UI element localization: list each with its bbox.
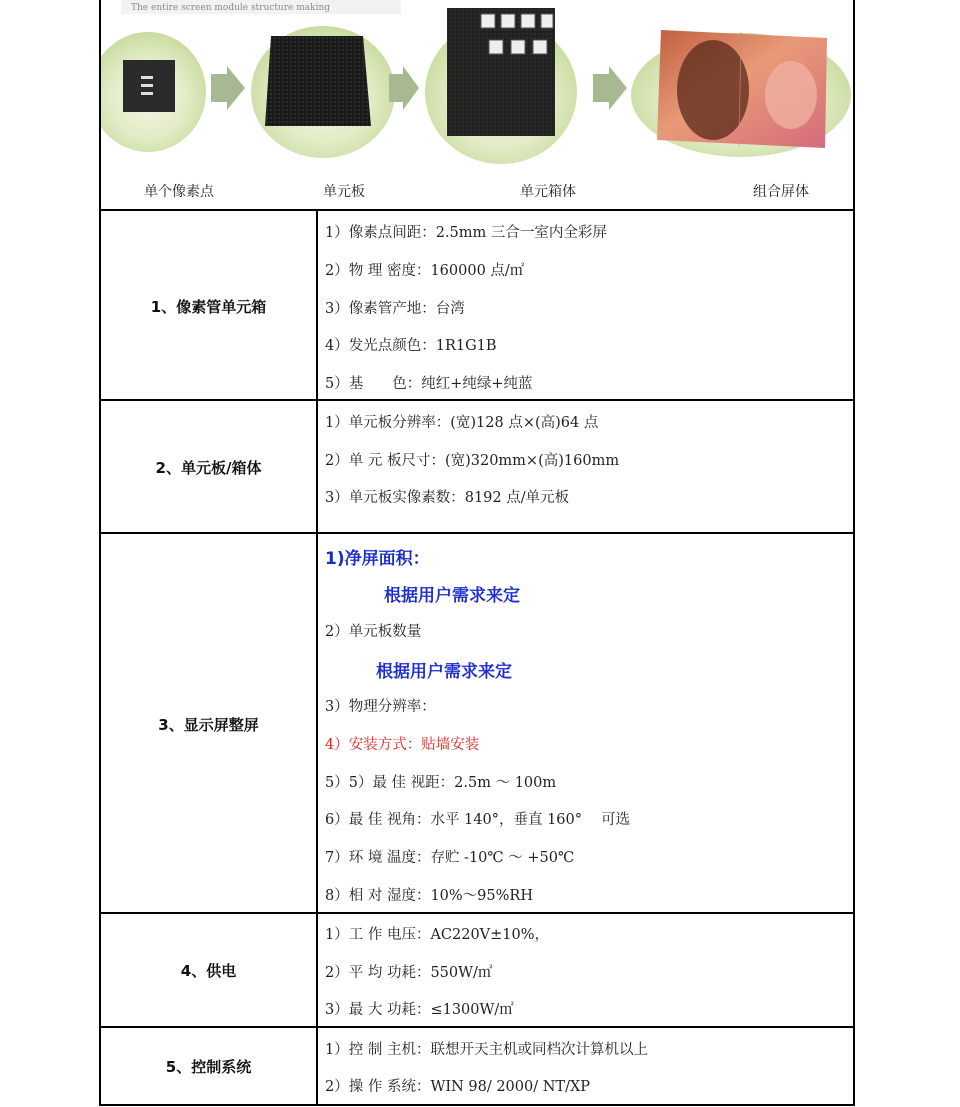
spec-note-highlight: 根据用户需求来定 (376, 662, 512, 682)
caption-combined-screen: 组合屏体 (753, 184, 809, 200)
spec-line-install: 4）安装方式：贴墙安装 (325, 737, 480, 753)
spec-line: 6）最 佳 视角：水平 140°，垂直 160° 可选 (325, 812, 631, 828)
caption-unit-cabinet: 单元箱体 (520, 184, 576, 200)
column-divider (316, 209, 318, 1106)
spec-line: 5）5）最 佳 视距：2.5m ～ 100m (325, 775, 557, 791)
spec-line: 7）环 境 温度：存贮 -10℃ ～ +50℃ (325, 850, 575, 866)
row-divider (99, 532, 855, 534)
spec-line: 2）操 作 系统：WIN 98/ 2000/ NT/XP (325, 1079, 591, 1095)
row-divider (99, 1026, 855, 1028)
spec-line: 4）发光点颜色：1R1G1B (325, 338, 497, 354)
banner-header-text: The entire screen module structure making (131, 3, 331, 13)
spec-line: 3）单元板实像素数：8192 点/单元板 (325, 490, 570, 506)
spec-line: 2）物 理 密度：160000 点/㎡ (325, 263, 525, 279)
spec-line: 2）平 均 功耗：550W/㎡ (325, 965, 493, 981)
section-label: 4、供电 (180, 962, 237, 980)
spec-line: 2）单元板数量 (325, 624, 422, 640)
spec-line: 3）最 大 功耗：≤1300W/㎡ (325, 1002, 514, 1018)
caption-single-pixel: 单个像素点 (144, 184, 214, 200)
spec-line: 1）控 制 主机：联想开天主机或同档次计算机以上 (325, 1042, 648, 1058)
spec-line: 3）像素管产地：台湾 (325, 301, 465, 317)
row-divider (99, 912, 855, 914)
spec-line: 5）基 色：纯红+纯绿+纯蓝 (325, 376, 533, 392)
spec-line: 1）单元板分辨率：(宽)128 点×(高)64 点 (325, 415, 599, 431)
section-label: 5、控制系统 (165, 1058, 252, 1076)
spec-line-highlight: 1)净屏面积： (325, 549, 430, 569)
structure-banner (101, 0, 853, 210)
spec-note-highlight: 根据用户需求来定 (384, 586, 520, 606)
caption-unit-board: 单元板 (323, 184, 365, 200)
spec-line: 3）物理分辨率： (325, 699, 436, 715)
section-label: 3、显示屏整屏 (158, 716, 259, 734)
spec-line: 1）工 作 电压：AC220V±10%， (325, 927, 550, 943)
structure-illustration (101, 0, 853, 210)
spec-line: 1）像素点间距：2.5mm 三合一室内全彩屏 (325, 225, 607, 241)
row-divider (99, 399, 855, 401)
section-label: 2、单元板/箱体 (155, 459, 262, 477)
spec-line: 8）相 对 湿度：10%～95%RH (325, 888, 533, 904)
spec-line: 2）单 元 板尺寸：(宽)320mm×(高)160mm (325, 453, 620, 469)
section-label: 1、像素管单元箱 (150, 298, 267, 316)
